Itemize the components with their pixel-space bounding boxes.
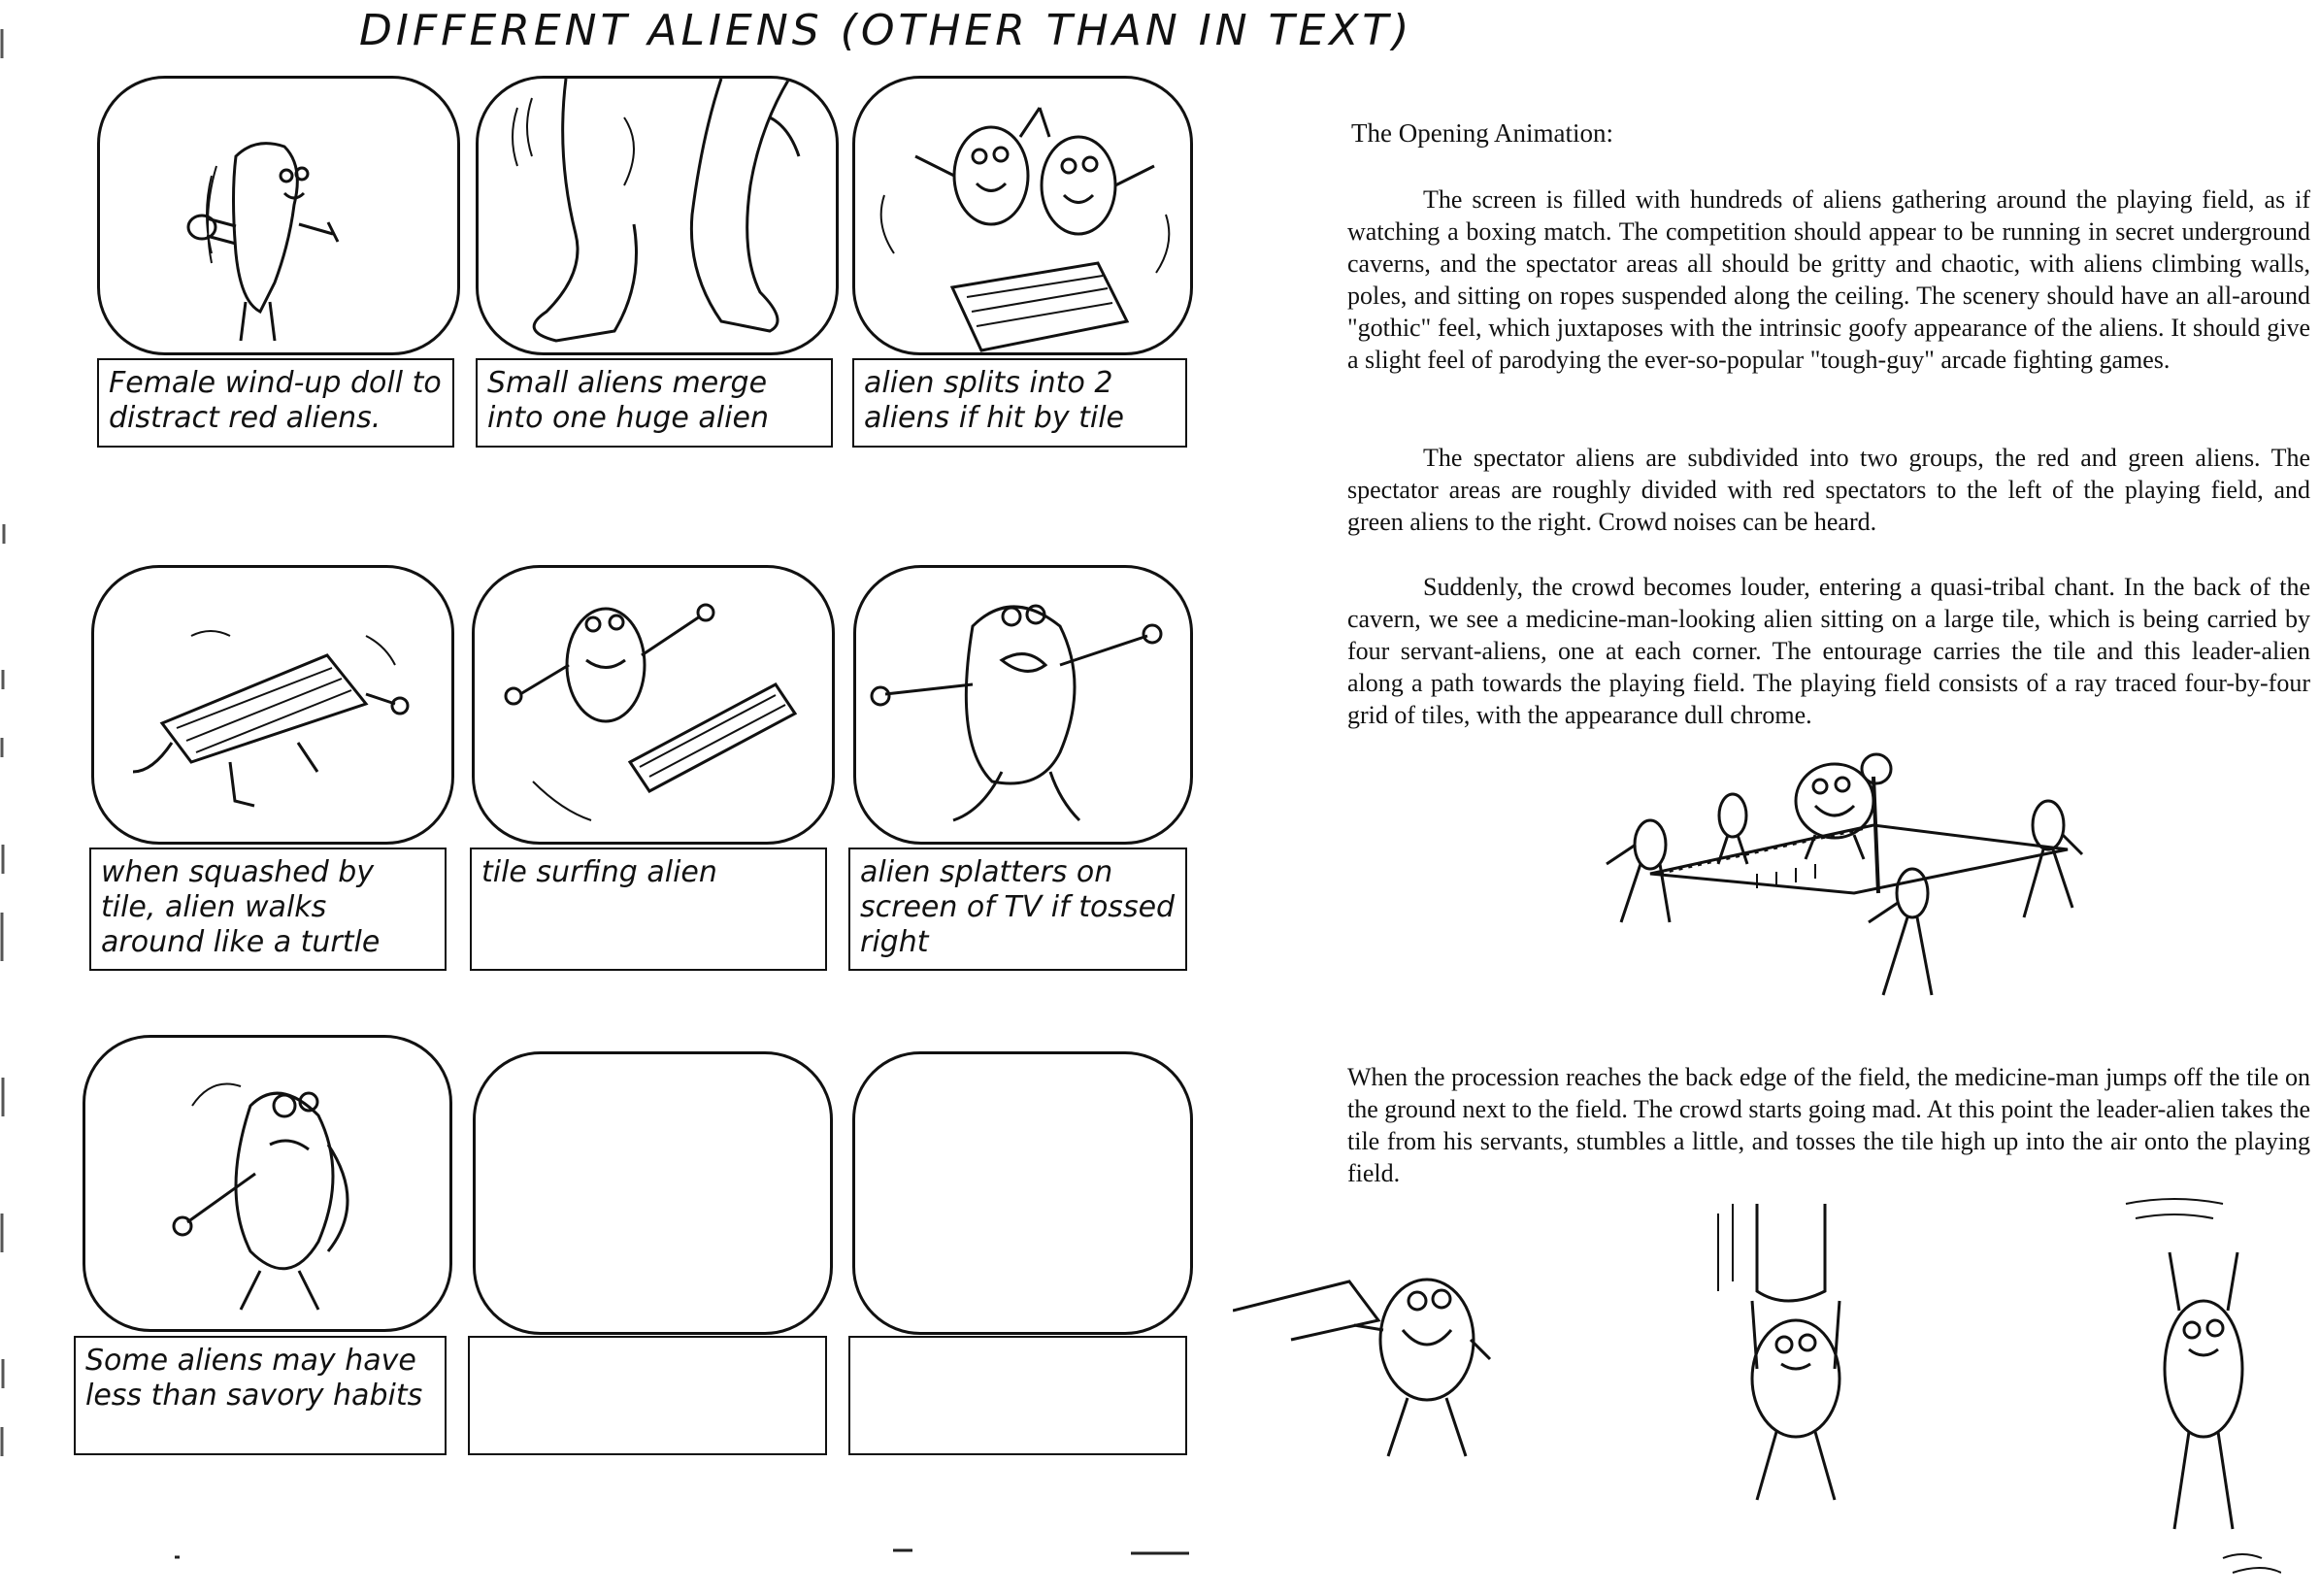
caption-wind-up-doll: Female wind-up doll to distract red aliens. [97, 358, 454, 448]
alien-lifting-tile-illustration [1699, 1204, 1893, 1524]
paragraph-3: Suddenly, the crowd becomes louder, entering a quasi-tribal chant. In the back of the cavern, we see a medicine-man-looking alien sitting on a large tile, which is being carried by four servant-aliens, one at each corner. The entourage carries the tile and this leader-alien along a path towards the playing field. The playing field consists of a ray traced four-by-four grid of tiles, with the appearance dull chrome. [1347, 573, 2310, 729]
caption-merge: Small aliens merge into one huge alien [476, 358, 833, 448]
section-heading: The Opening Animation: [1351, 118, 1613, 148]
caption-split: alien splits into 2 aliens if hit by tile [852, 358, 1187, 448]
tv-frame-blank-2 [852, 1051, 1193, 1335]
caption-splatter: alien splatters on screen of TV if tossed right [848, 848, 1187, 971]
caption-blank-1 [468, 1336, 827, 1455]
scan-edge-marks [0, 0, 14, 1596]
alien-merge-drawing [479, 79, 836, 352]
alien-carrying-tile-illustration [1233, 1233, 1524, 1495]
caption-habits: Some aliens may have less than savory habits [74, 1336, 447, 1455]
tv-frame-habits [83, 1035, 452, 1332]
alien-split-drawing [855, 79, 1190, 352]
procession-illustration [1582, 748, 2106, 1039]
tv-frame-merge [476, 76, 839, 355]
paragraph-4: When the procession reaches the back edge of the field, the medicine-man jumps off the tile on the ground next to the field. The crowd starts going mad. At this point the leader-alien takes the tile from his servants, stumbles a little, and tosses the tile high up into the air onto the playing field. [1347, 1063, 2310, 1187]
storyboard-title: DIFFERENT ALIENS (OTHER THAN IN TEXT) [359, 6, 1413, 55]
alien-splatter-drawing [856, 568, 1190, 842]
paragraph-1: The screen is filled with hundreds of aliens gathering around the playing field, as if watching a boxing match. The competition should appear to be running in secret underground caverns, and the spectator areas all should be gritty and chaotic, with aliens climbing walls, poles, and sitting on ropes suspended along the ceiling. The scenery should have an all-around "gothic" feel, which juxtaposes with the intrinsic goofy appearance of the aliens. It should give a slight feel of parodying the ever-so-popular "tough-guy" arcade fighting games. [1347, 185, 2310, 374]
tv-frame-blank-1 [473, 1051, 833, 1335]
tv-frame-surfing [472, 565, 835, 845]
tv-frame-squashed [91, 565, 454, 845]
tv-frame-wind-up-doll [97, 76, 460, 355]
tv-frame-split [852, 76, 1193, 355]
alien-tossing-tile-illustration [2106, 1194, 2281, 1582]
paragraph-2: The spectator aliens are subdivided into two groups, the red and green aliens. The spectator areas are roughly divided with red spectators to the left of the playing field, and green aliens to the right. Crowd noises can be heard. [1347, 444, 2310, 536]
caption-surfing: tile surfing alien [470, 848, 827, 971]
design-document-page [1233, 0, 2320, 1596]
page-bottom-marks [0, 1534, 1204, 1563]
alien-squashed-drawing [94, 568, 451, 842]
caption-blank-2 [848, 1336, 1187, 1455]
alien-surfing-drawing [475, 568, 832, 842]
alien-habits-drawing [85, 1038, 449, 1329]
caption-squashed: when squashed by tile, alien walks around like a turtle [89, 848, 447, 971]
tv-frame-splatter [853, 565, 1193, 845]
alien-wind-up-doll-drawing [100, 79, 457, 352]
